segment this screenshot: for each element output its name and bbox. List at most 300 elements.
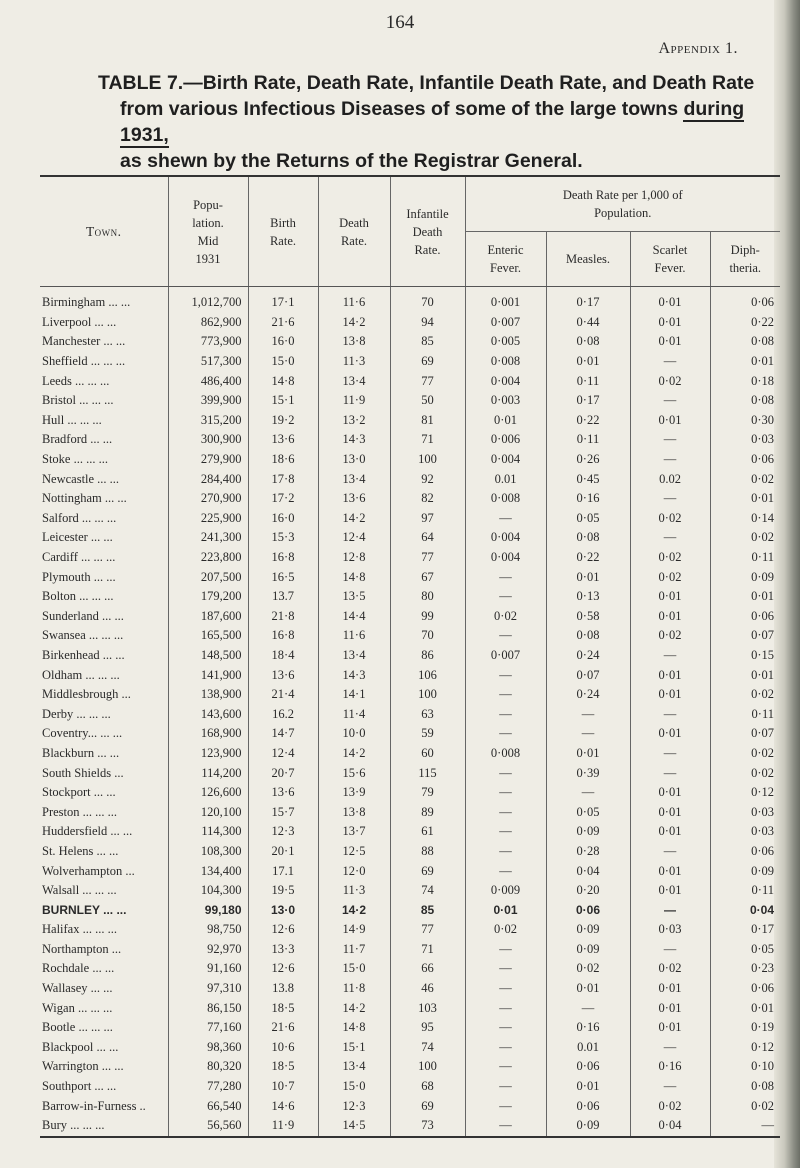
enteric-fever-cell: — — [465, 665, 546, 685]
infantile-death-rate-cell: 50 — [390, 391, 465, 411]
measles-cell: 0·08 — [546, 626, 630, 646]
diphtheria-cell: 0·03 — [710, 430, 780, 450]
death-rate-cell: 13·4 — [318, 1057, 390, 1077]
diphtheria-cell: 0·06 — [710, 450, 780, 470]
table-row — [40, 763, 780, 783]
enteric-fever-cell: — — [465, 685, 546, 705]
infantile-death-rate-cell: 89 — [390, 802, 465, 822]
enteric-fever-cell: 0·004 — [465, 528, 546, 548]
infantile-death-rate-cell: 94 — [390, 313, 465, 333]
infantile-death-rate-cell: 97 — [390, 509, 465, 529]
birth-rate-cell: 17·8 — [248, 469, 318, 489]
scarlet-fever-cell: 0·01 — [630, 587, 710, 607]
enteric-fever-cell: 0·007 — [465, 313, 546, 333]
scarlet-fever-cell: 0·01 — [630, 802, 710, 822]
town-cell: Sunderland ... ... — [42, 608, 124, 623]
measles-cell: 0·09 — [546, 1116, 630, 1137]
infantile-death-rate-cell: 69 — [390, 1096, 465, 1116]
diphtheria-cell: 0·01 — [710, 587, 780, 607]
death-rate-cell: 12·4 — [318, 528, 390, 548]
table-row — [40, 783, 780, 803]
death-rate-cell: 12·3 — [318, 1096, 390, 1116]
enteric-fever-cell: 0·004 — [465, 450, 546, 470]
measles-cell: 0·09 — [546, 940, 630, 960]
diphtheria-cell: 0·08 — [710, 391, 780, 411]
table-row — [40, 587, 780, 607]
title-line-3: as shewn by the Returns of the Registrar General. — [120, 150, 583, 172]
town-cell: Stoke ... ... ... — [42, 452, 108, 467]
birth-rate-cell: 11·9 — [248, 1116, 318, 1137]
population-cell: 77,280 — [168, 1077, 248, 1097]
population-cell: 99,180 — [168, 900, 248, 920]
death-rate-cell: 14·8 — [318, 567, 390, 587]
population-cell: 80,320 — [168, 1057, 248, 1077]
death-rate-cell: 11·3 — [318, 881, 390, 901]
diphtheria-cell: 0·03 — [710, 802, 780, 822]
diphtheria-cell: 0·17 — [710, 920, 780, 940]
header-diphtheria: Diph- theria. — [710, 232, 780, 287]
table-row — [40, 352, 780, 372]
town-cell: Derby ... ... ... — [42, 706, 111, 721]
death-rate-cell: 14·2 — [318, 313, 390, 333]
infantile-death-rate-cell: 46 — [390, 979, 465, 999]
birth-rate-cell: 20·1 — [248, 842, 318, 862]
infantile-death-rate-cell: 100 — [390, 685, 465, 705]
measles-cell: 0·17 — [546, 287, 630, 313]
scarlet-fever-cell: — — [630, 646, 710, 666]
birth-rate-cell: 16.2 — [248, 704, 318, 724]
birth-rate-cell: 18·6 — [248, 450, 318, 470]
birth-rate-cell: 12·4 — [248, 744, 318, 764]
population-cell: 138,900 — [168, 685, 248, 705]
death-rate-cell: 13·4 — [318, 469, 390, 489]
population-cell: 773,900 — [168, 332, 248, 352]
scarlet-fever-cell: — — [630, 430, 710, 450]
table-row — [40, 489, 780, 509]
page-number: 164 — [385, 12, 415, 33]
measles-cell: 0·28 — [546, 842, 630, 862]
death-rate-cell: 14·8 — [318, 1018, 390, 1038]
infantile-death-rate-cell: 77 — [390, 548, 465, 568]
population-cell: 114,200 — [168, 763, 248, 783]
enteric-fever-cell: — — [465, 959, 546, 979]
death-rate-cell: 14·4 — [318, 607, 390, 627]
table-row — [40, 430, 780, 450]
header-infantile-death-rate: Infantile Death Rate. — [390, 176, 465, 287]
scarlet-fever-cell: — — [630, 1077, 710, 1097]
population-cell: 517,300 — [168, 352, 248, 372]
population-cell: 143,600 — [168, 704, 248, 724]
diphtheria-cell: 0·11 — [710, 704, 780, 724]
death-rate-cell: 14·2 — [318, 900, 390, 920]
header-population: Popu- lation. Mid 1931 — [168, 176, 248, 287]
infantile-death-rate-cell: 61 — [390, 822, 465, 842]
birth-rate-cell: 13·3 — [248, 940, 318, 960]
town-cell: BURNLEY ... ... — [42, 902, 127, 917]
enteric-fever-cell: 0·009 — [465, 881, 546, 901]
measles-cell: 0·08 — [546, 528, 630, 548]
measles-cell: 0·09 — [546, 822, 630, 842]
population-cell: 165,500 — [168, 626, 248, 646]
scarlet-fever-cell: 0·01 — [630, 607, 710, 627]
infantile-death-rate-cell: 73 — [390, 1116, 465, 1137]
town-cell: Middlesbrough ... — [42, 687, 131, 702]
enteric-fever-cell: — — [465, 1077, 546, 1097]
diphtheria-cell: — — [710, 1116, 780, 1137]
population-cell: 91,160 — [168, 959, 248, 979]
scarlet-fever-cell: 0·02 — [630, 548, 710, 568]
population-cell: 92,970 — [168, 940, 248, 960]
enteric-fever-cell: — — [465, 998, 546, 1018]
measles-cell: 0·11 — [546, 371, 630, 391]
death-rate-cell: 13·4 — [318, 646, 390, 666]
enteric-fever-cell: 0·02 — [465, 920, 546, 940]
enteric-fever-cell: — — [465, 842, 546, 862]
death-rate-cell: 14·5 — [318, 1116, 390, 1137]
enteric-fever-cell: — — [465, 704, 546, 724]
scarlet-fever-cell: — — [630, 763, 710, 783]
town-cell: Manchester ... ... — [42, 334, 126, 349]
scarlet-fever-cell: 0·01 — [630, 998, 710, 1018]
scarlet-fever-cell: — — [630, 744, 710, 764]
measles-cell: 0·01 — [546, 352, 630, 372]
scarlet-fever-cell: 0·02 — [630, 1096, 710, 1116]
diphtheria-cell: 0·06 — [710, 287, 780, 313]
enteric-fever-cell: 0·008 — [465, 489, 546, 509]
birth-rate-cell: 21·6 — [248, 1018, 318, 1038]
diphtheria-cell: 0·02 — [710, 1096, 780, 1116]
population-cell: 279,900 — [168, 450, 248, 470]
scarlet-fever-cell: — — [630, 391, 710, 411]
population-cell: 284,400 — [168, 469, 248, 489]
table-row — [40, 567, 780, 587]
table-row — [40, 665, 780, 685]
birth-rate-cell: 17·2 — [248, 489, 318, 509]
table-row — [40, 548, 780, 568]
enteric-fever-cell: 0·001 — [465, 287, 546, 313]
table-row — [40, 842, 780, 862]
diphtheria-cell: 0·12 — [710, 1038, 780, 1058]
header-town: Town. — [40, 176, 168, 287]
death-rate-cell: 13·2 — [318, 411, 390, 431]
scarlet-fever-cell: 0·01 — [630, 332, 710, 352]
measles-cell: — — [546, 783, 630, 803]
scarlet-fever-cell: 0·01 — [630, 287, 710, 313]
measles-cell: — — [546, 998, 630, 1018]
town-cell: Southport ... ... — [42, 1079, 117, 1094]
death-rate-cell: 14·3 — [318, 665, 390, 685]
death-rate-cell: 11·8 — [318, 979, 390, 999]
measles-cell: 0·01 — [546, 979, 630, 999]
diphtheria-cell: 0·02 — [710, 744, 780, 764]
birth-rate-cell: 16·8 — [248, 626, 318, 646]
death-rate-cell: 15·0 — [318, 1077, 390, 1097]
measles-cell: 0·45 — [546, 469, 630, 489]
infantile-death-rate-cell: 69 — [390, 352, 465, 372]
enteric-fever-cell: 0·01 — [465, 900, 546, 920]
infantile-death-rate-cell: 115 — [390, 763, 465, 783]
town-cell: Birkenhead ... ... — [42, 647, 125, 662]
population-cell: 98,360 — [168, 1038, 248, 1058]
diphtheria-cell: 0·02 — [710, 685, 780, 705]
town-cell: Blackburn ... ... — [42, 745, 120, 760]
diphtheria-cell: 0·14 — [710, 509, 780, 529]
town-cell: Halifax ... ... ... — [42, 922, 117, 937]
header-death-rate: Death Rate. — [318, 176, 390, 287]
enteric-fever-cell: — — [465, 802, 546, 822]
scarlet-fever-cell: 0·02 — [630, 567, 710, 587]
table-row — [40, 704, 780, 724]
town-cell: Coventry... ... ... — [42, 726, 123, 741]
birth-rate-cell: 18·5 — [248, 1057, 318, 1077]
enteric-fever-cell: 0·003 — [465, 391, 546, 411]
measles-cell: 0·44 — [546, 313, 630, 333]
diphtheria-cell: 0·09 — [710, 861, 780, 881]
measles-cell: 0·22 — [546, 411, 630, 431]
infantile-death-rate-cell: 82 — [390, 489, 465, 509]
diphtheria-cell: 0·03 — [710, 822, 780, 842]
population-cell: 123,900 — [168, 744, 248, 764]
infantile-death-rate-cell: 67 — [390, 567, 465, 587]
scarlet-fever-cell: — — [630, 1038, 710, 1058]
scarlet-fever-cell: 0·02 — [630, 371, 710, 391]
infantile-death-rate-cell: 71 — [390, 430, 465, 450]
infantile-death-rate-cell: 77 — [390, 920, 465, 940]
infantile-death-rate-cell: 100 — [390, 1057, 465, 1077]
diphtheria-cell: 0·19 — [710, 1018, 780, 1038]
birth-rate-cell: 14·7 — [248, 724, 318, 744]
statistics-table — [40, 175, 780, 1138]
measles-cell: 0·08 — [546, 332, 630, 352]
birth-rate-cell: 20·7 — [248, 763, 318, 783]
diphtheria-cell: 0·01 — [710, 665, 780, 685]
measles-cell: 0·17 — [546, 391, 630, 411]
diphtheria-cell: 0·11 — [710, 548, 780, 568]
death-rate-cell: 11·9 — [318, 391, 390, 411]
table-row — [40, 822, 780, 842]
birth-rate-cell: 21·4 — [248, 685, 318, 705]
table-row — [40, 1038, 780, 1058]
birth-rate-cell: 16·0 — [248, 332, 318, 352]
infantile-death-rate-cell: 92 — [390, 469, 465, 489]
population-cell: 114,300 — [168, 822, 248, 842]
scarlet-fever-cell: 0·04 — [630, 1116, 710, 1137]
enteric-fever-cell: — — [465, 567, 546, 587]
measles-cell: 0·07 — [546, 665, 630, 685]
enteric-fever-cell: 0·01 — [465, 411, 546, 431]
measles-cell: 0·06 — [546, 1057, 630, 1077]
measles-cell: 0.01 — [546, 1038, 630, 1058]
scarlet-fever-cell: 0·01 — [630, 979, 710, 999]
enteric-fever-cell: — — [465, 783, 546, 803]
measles-cell: 0·24 — [546, 646, 630, 666]
table-row — [40, 607, 780, 627]
birth-rate-cell: 19·2 — [248, 411, 318, 431]
infantile-death-rate-cell: 70 — [390, 626, 465, 646]
diphtheria-cell: 0·08 — [710, 332, 780, 352]
birth-rate-cell: 10·7 — [248, 1077, 318, 1097]
infantile-death-rate-cell: 106 — [390, 665, 465, 685]
table-row — [40, 313, 780, 333]
table-row — [40, 744, 780, 764]
town-cell: Wolverhampton ... — [42, 863, 135, 878]
town-cell: Warrington ... ... — [42, 1059, 124, 1074]
town-cell: Bolton ... ... ... — [42, 589, 114, 604]
town-cell: St. Helens ... ... — [42, 843, 119, 858]
population-cell: 1,012,700 — [168, 287, 248, 313]
diphtheria-cell: 0·18 — [710, 371, 780, 391]
population-cell: 56,560 — [168, 1116, 248, 1137]
death-rate-cell: 12·0 — [318, 861, 390, 881]
death-rate-cell: 15·1 — [318, 1038, 390, 1058]
enteric-fever-cell: — — [465, 940, 546, 960]
enteric-fever-cell: 0·004 — [465, 371, 546, 391]
measles-cell: 0·26 — [546, 450, 630, 470]
measles-cell: 0·11 — [546, 430, 630, 450]
diphtheria-cell: 0·01 — [710, 489, 780, 509]
death-rate-cell: 13·5 — [318, 587, 390, 607]
diphtheria-cell: 0·11 — [710, 881, 780, 901]
birth-rate-cell: 18·5 — [248, 998, 318, 1018]
scarlet-fever-cell: — — [630, 842, 710, 862]
scarlet-fever-cell: — — [630, 528, 710, 548]
header-disease-group: Death Rate per 1,000 of Population. — [465, 176, 780, 232]
population-cell: 225,900 — [168, 509, 248, 529]
table-row — [40, 371, 780, 391]
enteric-fever-cell: — — [465, 822, 546, 842]
diphtheria-cell: 0·23 — [710, 959, 780, 979]
scarlet-fever-cell: — — [630, 900, 710, 920]
birth-rate-cell: 14·6 — [248, 1096, 318, 1116]
scarlet-fever-cell: 0·02 — [630, 959, 710, 979]
birth-rate-cell: 16·5 — [248, 567, 318, 587]
death-rate-cell: 15·0 — [318, 959, 390, 979]
enteric-fever-cell: — — [465, 1057, 546, 1077]
death-rate-cell: 14·3 — [318, 430, 390, 450]
enteric-fever-cell: 0·006 — [465, 430, 546, 450]
infantile-death-rate-cell: 66 — [390, 959, 465, 979]
town-cell: Swansea ... ... ... — [42, 628, 124, 643]
scarlet-fever-cell: 0·02 — [630, 509, 710, 529]
town-cell: Liverpool ... ... — [42, 314, 117, 329]
measles-cell: 0·06 — [546, 900, 630, 920]
death-rate-cell: 13·7 — [318, 822, 390, 842]
measles-cell: 0·02 — [546, 959, 630, 979]
infantile-death-rate-cell: 64 — [390, 528, 465, 548]
infantile-death-rate-cell: 69 — [390, 861, 465, 881]
table-row — [40, 626, 780, 646]
table-row — [40, 920, 780, 940]
enteric-fever-cell: — — [465, 1038, 546, 1058]
birth-rate-cell: 12·6 — [248, 959, 318, 979]
scarlet-fever-cell: — — [630, 940, 710, 960]
town-cell: Salford ... ... ... — [42, 510, 117, 525]
enteric-fever-cell: — — [465, 1116, 546, 1137]
birth-rate-cell: 13·6 — [248, 665, 318, 685]
enteric-fever-cell: — — [465, 587, 546, 607]
population-cell: 108,300 — [168, 842, 248, 862]
town-cell: Bury ... ... ... — [40, 1116, 168, 1137]
measles-cell: 0·04 — [546, 861, 630, 881]
measles-cell: 0·05 — [546, 802, 630, 822]
town-cell: Bristol ... ... ... — [42, 393, 114, 408]
measles-cell: — — [546, 724, 630, 744]
population-cell: 187,600 — [168, 607, 248, 627]
infantile-death-rate-cell: 81 — [390, 411, 465, 431]
enteric-fever-cell: — — [465, 1096, 546, 1116]
scarlet-fever-cell: 0·01 — [630, 411, 710, 431]
diphtheria-cell: 0·04 — [710, 900, 780, 920]
population-cell: 223,800 — [168, 548, 248, 568]
scarlet-fever-cell: — — [630, 704, 710, 724]
birth-rate-cell: 13.7 — [248, 587, 318, 607]
infantile-death-rate-cell: 74 — [390, 1038, 465, 1058]
diphtheria-cell: 0·06 — [710, 979, 780, 999]
infantile-death-rate-cell: 63 — [390, 704, 465, 724]
diphtheria-cell: 0·06 — [710, 842, 780, 862]
birth-rate-cell: 15·3 — [248, 528, 318, 548]
table-row — [40, 1116, 780, 1137]
diphtheria-cell: 0·07 — [710, 724, 780, 744]
population-cell: 120,100 — [168, 802, 248, 822]
enteric-fever-cell: 0·007 — [465, 646, 546, 666]
table-row — [40, 998, 780, 1018]
header-enteric-fever: Enteric Fever. — [465, 232, 546, 287]
diphtheria-cell: 0·05 — [710, 940, 780, 960]
scarlet-fever-cell: 0·02 — [630, 626, 710, 646]
birth-rate-cell: 13·0 — [248, 900, 318, 920]
population-cell: 66,540 — [168, 1096, 248, 1116]
table-row — [40, 391, 780, 411]
population-cell: 168,900 — [168, 724, 248, 744]
death-rate-cell: 13·4 — [318, 371, 390, 391]
enteric-fever-cell: — — [465, 763, 546, 783]
enteric-fever-cell: — — [465, 724, 546, 744]
enteric-fever-cell: 0·008 — [465, 744, 546, 764]
population-cell: 126,600 — [168, 783, 248, 803]
enteric-fever-cell: — — [465, 1018, 546, 1038]
population-cell: 141,900 — [168, 665, 248, 685]
town-cell: Northampton ... — [42, 941, 122, 956]
birth-rate-cell: 21·8 — [248, 607, 318, 627]
town-cell: South Shields ... — [42, 765, 124, 780]
measles-cell: 0·20 — [546, 881, 630, 901]
death-rate-cell: 14·1 — [318, 685, 390, 705]
scarlet-fever-cell: 0·01 — [630, 724, 710, 744]
table-row — [40, 1077, 780, 1097]
diphtheria-cell: 0·02 — [710, 763, 780, 783]
diphtheria-cell: 0·30 — [710, 411, 780, 431]
death-rate-cell: 11·6 — [318, 626, 390, 646]
infantile-death-rate-cell: 85 — [390, 900, 465, 920]
diphtheria-cell: 0·12 — [710, 783, 780, 803]
infantile-death-rate-cell: 77 — [390, 371, 465, 391]
population-cell: 300,900 — [168, 430, 248, 450]
population-cell: 399,900 — [168, 391, 248, 411]
town-cell: Rochdale ... ... — [42, 961, 115, 976]
enteric-fever-cell: — — [465, 626, 546, 646]
table-row — [40, 940, 780, 960]
measles-cell: — — [546, 704, 630, 724]
birth-rate-cell: 19·5 — [248, 881, 318, 901]
diphtheria-cell: 0·22 — [710, 313, 780, 333]
enteric-fever-cell: 0·004 — [465, 548, 546, 568]
population-cell: 315,200 — [168, 411, 248, 431]
town-cell: Preston ... ... ... — [42, 804, 117, 819]
scarlet-fever-cell: 0·16 — [630, 1057, 710, 1077]
table-row — [40, 528, 780, 548]
diphtheria-cell: 0·08 — [710, 1077, 780, 1097]
